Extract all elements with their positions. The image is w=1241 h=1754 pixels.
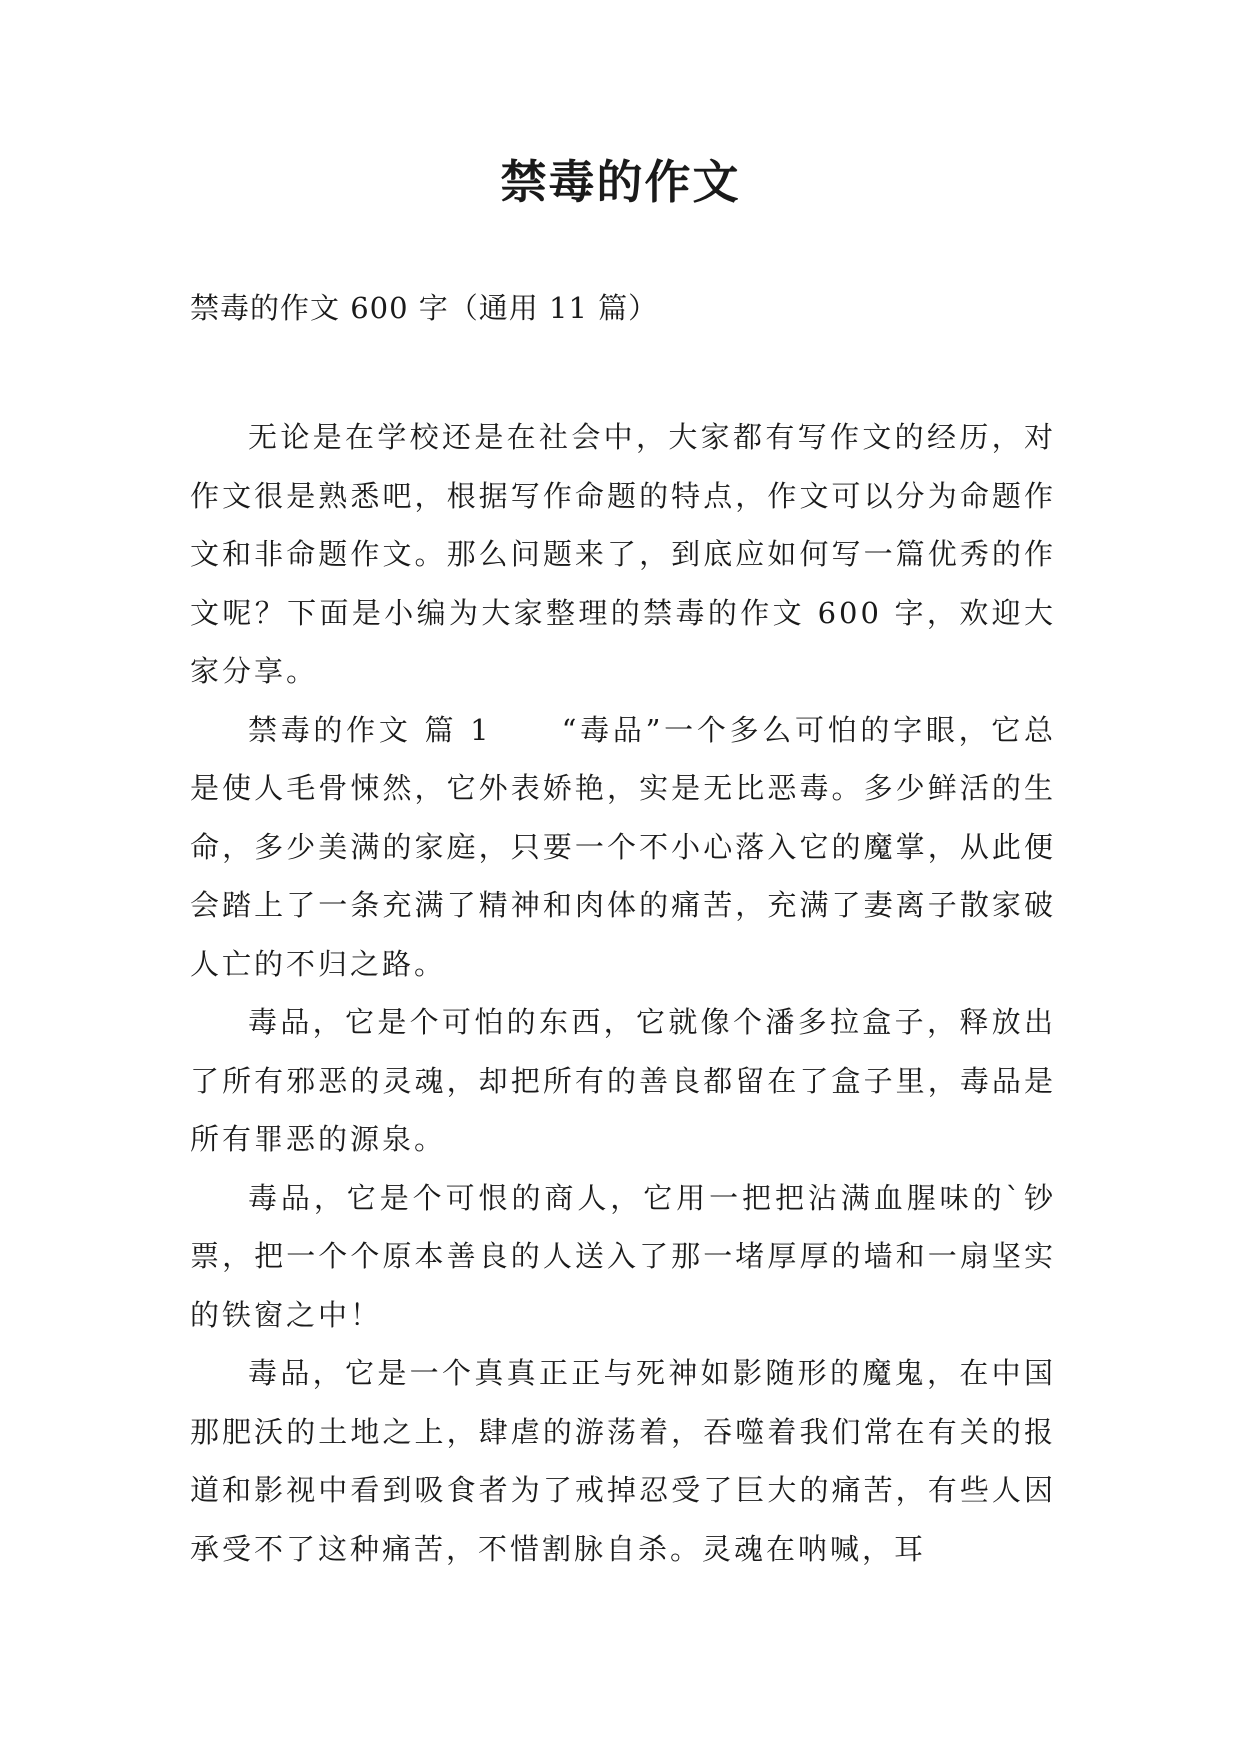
- section-1-paragraph: [190, 701, 1056, 994]
- section-1-label: 禁毒的作文 篇 1: [248, 712, 492, 747]
- paragraph-4: 毒品，它是一个真真正正与死神如影随形的魔鬼，在中国那肥沃的土地之上，肆虐的游荡着，吞噬着我们常在有关的报道和影视中看到吸食者为了戒掉忍受了巨大的痛苦，有些人因承受不了这种痛苦，不惜割脉自杀。灵魂在呐喊，耳: [190, 1356, 1056, 1566]
- section-1-text: “毒品”一个多么可怕的字眼，它总是使人毛骨悚然，它外表娇艳，实是无比恶毒。多少鲜活的生命，多少美满的家庭，只要一个不小心落入它的魔掌，从此便会踏上了一条充满了精神和肉体的痛苦，充满了妻离子散家破人亡的不归之路。: [190, 712, 1057, 981]
- document-title: 禁毒的作文: [500, 155, 741, 209]
- document-subtitle: 禁毒的作文 600 字（通用 11 篇）: [190, 291, 659, 325]
- paragraph-2: 毒品，它是个可怕的东西，它就像个潘多拉盒子，释放出了所有邪恶的灵魂，却把所有的善良都留在了盒子里，毒品是所有罪恶的源泉。: [190, 1005, 1056, 1156]
- intro-paragraph: 无论是在学校还是在社会中，大家都有写作文的经历，对作文很是熟悉吧，根据写作命题的特点，作文可以分为命题作文和非命题作文。那么问题来了，到底应如何写一篇优秀的作文呢？下面是小编为大家整理的禁毒的作文 600 字，欢迎大家分享。: [190, 420, 1056, 688]
- document-body: [190, 408, 1056, 1578]
- paragraph-3: 毒品，它是个可恨的商人，它用一把把沾满血腥味的`钞票，把一个个原本善良的人送入了那一堵厚厚的墙和一扇坚实的铁窗之中！: [190, 1180, 1056, 1332]
